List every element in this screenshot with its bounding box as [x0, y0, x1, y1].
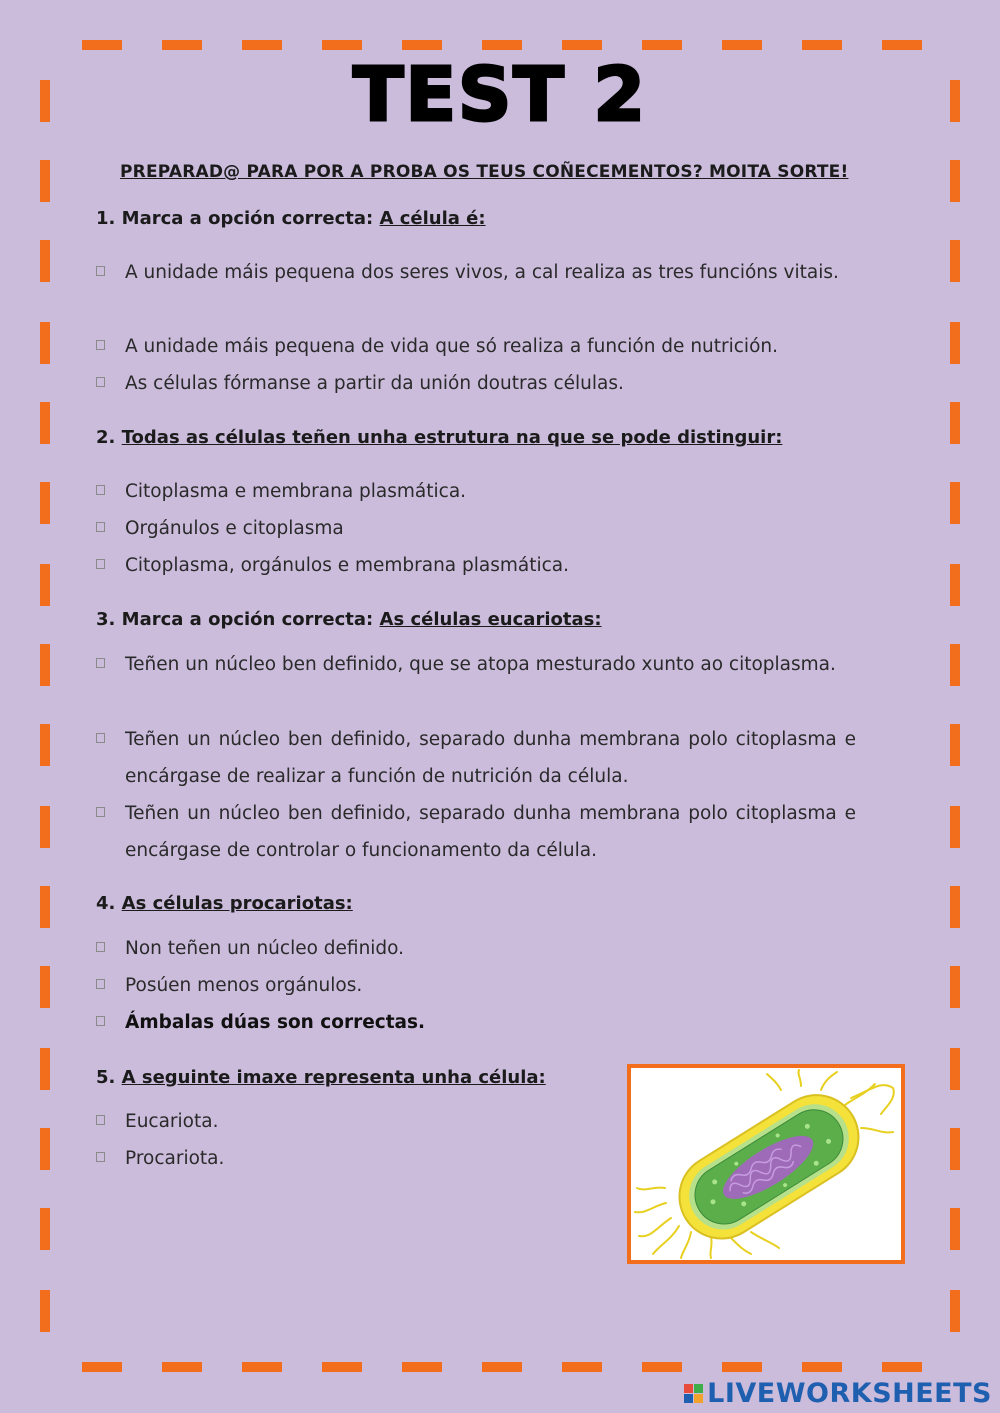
checkbox[interactable] [96, 1115, 105, 1125]
q2-option-1[interactable] [96, 473, 856, 510]
q5-option-1[interactable] [96, 1103, 496, 1140]
prokaryote-illustration [631, 1068, 901, 1260]
checkbox[interactable] [96, 522, 105, 532]
q1-option-3[interactable] [96, 365, 856, 402]
q1-option-1[interactable] [96, 254, 856, 291]
question-1-heading [96, 208, 486, 229]
brand-name: LIVEWORKSHEETS [707, 1378, 992, 1409]
checkbox[interactable] [96, 942, 105, 952]
checkbox[interactable] [96, 377, 105, 387]
question-text: A seguinte imaxe representa unha célula: [121, 1067, 546, 1088]
checkbox[interactable] [96, 807, 105, 817]
option-label: Orgánulos e citoplasma [125, 518, 344, 539]
option-label: Teñen un núcleo ben definido, separado dunha membrana polo citoplasma e encárgase de controlar o funcionamento da célula. [125, 803, 856, 861]
option-label: Teñen un núcleo ben definido, separado dunha membrana polo citoplasma e encárgase de realizar a función de nutrición da célula. [125, 729, 856, 787]
question-number: 4. [96, 893, 116, 914]
q5-option-2[interactable] [96, 1140, 496, 1177]
q3-option-1[interactable] [96, 646, 856, 683]
question-number: 2. [96, 427, 116, 448]
checkbox[interactable] [96, 485, 105, 495]
page-title: TEST 2 [352, 52, 648, 138]
question-prefix: Marca a opción correcta: [121, 609, 374, 630]
question-text: As células eucariotas: [379, 609, 602, 630]
question-4-heading [96, 893, 353, 914]
q4-option-3[interactable] [96, 1004, 856, 1041]
q3-option-3[interactable] [96, 795, 856, 869]
checkbox[interactable] [96, 979, 105, 989]
question-number: 1. [96, 208, 116, 229]
question-2-heading [96, 427, 782, 448]
bacteria-cell-image [627, 1064, 905, 1264]
q1-option-2[interactable] [96, 328, 856, 365]
question-prefix: Marca a opción correcta: [121, 208, 374, 229]
option-label: Non teñen un núcleo definido. [125, 938, 405, 959]
checkbox[interactable] [96, 658, 105, 668]
checkbox[interactable] [96, 340, 105, 350]
option-label: Citoplasma, orgánulos e membrana plasmática. [125, 555, 570, 576]
question-number: 5. [96, 1067, 116, 1088]
checkbox[interactable] [96, 733, 105, 743]
question-text: As células procariotas: [121, 893, 353, 914]
checkbox[interactable] [96, 266, 105, 276]
option-label: A unidade máis pequena de vida que só realiza a función de nutrición. [125, 336, 779, 357]
question-3-heading [96, 609, 602, 630]
q2-option-3[interactable] [96, 547, 856, 584]
option-label: Eucariota. [125, 1111, 219, 1132]
q4-option-2[interactable] [96, 967, 856, 1004]
checkbox[interactable] [96, 559, 105, 569]
brand-icon [684, 1384, 703, 1403]
option-label: Procariota. [125, 1148, 225, 1169]
question-text: A célula é: [379, 208, 486, 229]
option-label: Teñen un núcleo ben definido, que se atopa mesturado xunto ao citoplasma. [125, 654, 836, 675]
option-label: A unidade máis pequena dos seres vivos, a cal realiza as tres funcións vitais. [125, 262, 839, 283]
option-label: As células fórmanse a partir da unión doutras células. [125, 373, 624, 394]
q4-option-1[interactable] [96, 930, 856, 967]
option-label: Ámbalas dúas son correctas. [125, 1012, 426, 1033]
option-label: Citoplasma e membrana plasmática. [125, 481, 467, 502]
q3-option-2[interactable] [96, 721, 856, 795]
question-text: Todas as células teñen unha estrutura na que se pode distinguir: [121, 427, 783, 448]
question-5-heading [96, 1067, 546, 1088]
option-label: Posúen menos orgánulos. [125, 975, 363, 996]
subtitle: PREPARAD@ PARA POR A PROBA OS TEUS COÑECEMENTOS? MOITA SORTE! [120, 162, 849, 182]
q2-option-2[interactable] [96, 510, 856, 547]
checkbox[interactable] [96, 1016, 105, 1026]
checkbox[interactable] [96, 1152, 105, 1162]
question-number: 3. [96, 609, 116, 630]
liveworksheets-logo [684, 1378, 992, 1409]
